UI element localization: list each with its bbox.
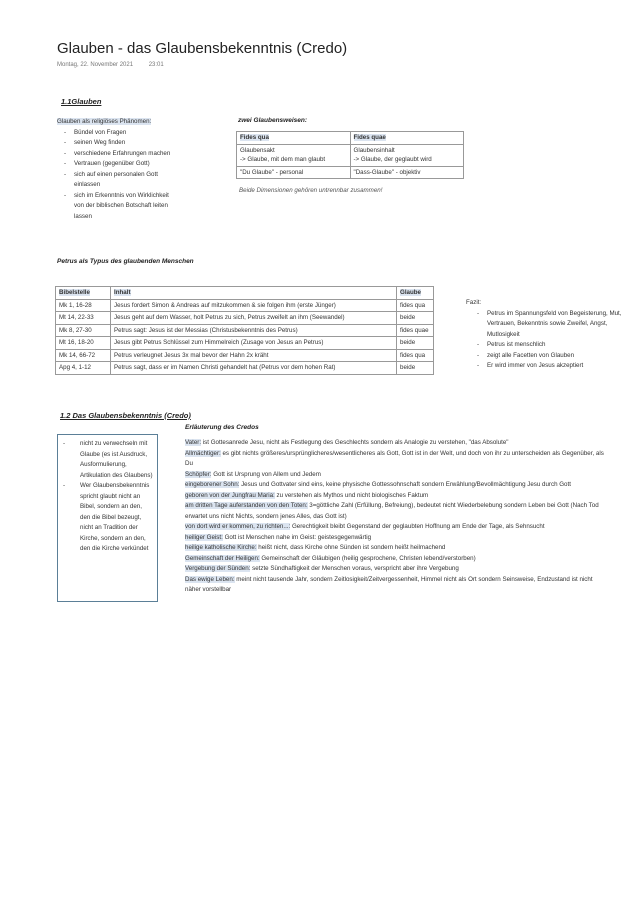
phenomenon-list: [61, 128, 177, 223]
table-row: Mt 14, 22-33 Jesus geht auf dem Wasser, holt Petrus zu sich, Petrus zweifelt an ihm (Seewandel) beide: [56, 312, 434, 325]
credo-explain-title: Erläuterung des Credos: [185, 424, 259, 431]
table-row: Mk 8, 27-30 Petrus sagt: Jesus ist der Messias (Christusbekenntnis des Petrus) fides quae: [56, 324, 434, 337]
list-item: - sich auf einen personalen Gott einlassen: [61, 170, 177, 191]
section-heading-credo: 1.2 Das Glaubensbekenntnis (Credo): [60, 411, 191, 420]
petrus-table: [55, 286, 434, 375]
credo-item: geboren von der Jungfrau Maria: zu verstehen als Mythos und nicht biologisches Faktum: [185, 491, 429, 499]
credo-item: Das ewige Leben: meint nicht tausende Jahr, sondern Zeitlosigkeit/Zeitvergessenheit, Himmel nicht als Ort sondern Seinsweise, Endzustand ist nicht näher vorstellbar: [185, 575, 593, 593]
list-item: - sich im Erkenntnis von Wirklichkeit von der biblischen Botschaft leiten lassen: [61, 191, 177, 223]
ways-table: [236, 131, 464, 179]
credo-item: von dort wird er kommen, zu richten...: Gerechtigkeit bleibt Gegenstand der geglaubten Hoffnung am Ende der Tage, als Sehnsucht: [185, 523, 545, 530]
page-time: 23:01: [148, 62, 164, 68]
fazit-block: [466, 298, 634, 372]
table-header: Glaube: [397, 287, 434, 300]
list-item: - nicht zu verwechseln mit Glaube (es ist Ausdruck, Ausformulierung, Artikulation des Glaubens): [60, 439, 153, 481]
phenomenon-title: Glauben als religiöses Phänomen:: [57, 118, 152, 125]
list-item: - Wer Glaubensbekenntnis spricht glaubt nicht an Bibel, sondern an den, den die Bibel bezeugt, nicht an Tradition der Kirche, sondern an den, den die Kirche verkündet: [60, 481, 153, 555]
credo-item: Vater: ist Gottesanrede Jesu, nicht als Festlegung des Geschlechts sondern als Analogie zu verstehen, "das Absolute": [185, 439, 509, 446]
table-header: Inhalt: [111, 287, 397, 300]
fazit-list: [474, 309, 634, 372]
table-header: Fides qua: [237, 132, 351, 145]
table-header: Fides quae: [350, 132, 464, 145]
table-row: Apg 4, 1-12 Petrus sagt, dass er im Namen Christi gehandelt hat (Petrus vor dem hohen Rat) beide: [56, 362, 434, 375]
table-row: Mk 14, 66-72 Petrus verleugnet Jesus 3x mal bevor der Hahn 2x kräht fides qua: [56, 349, 434, 362]
petrus-heading: Petrus als Typus des glaubenden Menschen: [57, 258, 194, 265]
list-item: - Er wird immer von Jesus akzeptiert: [474, 361, 634, 372]
list-item: - Vertrauen (gegenüber Gott): [61, 159, 177, 170]
list-item: - verschiedene Erfahrungen machen: [61, 149, 177, 160]
list-item: - Petrus ist menschlich: [474, 340, 634, 351]
table-row: "Du Glaube" - personal "Dass-Glaube" - objektiv: [237, 166, 464, 179]
credo-explanations: [185, 438, 605, 596]
credo-item: am dritten Tage auferstanden von den Toten: 3=göttliche Zahl (Erfüllung, Befreiung), bedeutet nicht Wiederbelebung sondern Leben bei Gott (Nach Tod erwartet uns nicht Nichts, sondern jenes Alles, das Gott ist): [185, 502, 599, 520]
credo-item: eingeborener Sohn: Jesus und Gottvater sind eins, keine physische Gottessohnschaft sondern Erwählung/Bevollmächtigung Jesu durch Gott: [185, 481, 571, 488]
page-title: Glauben - das Glaubensbekenntnis (Credo): [57, 40, 348, 57]
list-item: - Petrus im Spannungsfeld von Begeisterung, Mut, Vertrauen, Bekenntnis sowie Zweifel, Angst, Mutlosigkeit: [474, 309, 634, 341]
credo-note-list: [60, 439, 153, 555]
phenomenon-block: [57, 117, 177, 222]
table-header: Bibelstelle: [56, 287, 111, 300]
table-row: Glaubensakt -> Glaube, mit dem man glaubt Glaubensinhalt -> Glaube, der geglaubt wird: [237, 144, 464, 166]
list-item: - seinen Weg finden: [61, 138, 177, 149]
list-item: - Bündel von Fragen: [61, 128, 177, 139]
ways-title: zwei Glaubensweisen:: [238, 117, 307, 124]
section-heading-glauben: 1.1Glauben: [61, 97, 102, 106]
credo-item: heiliger Geist: Gott ist Menschen nahe im Geist: geistesgegenwärtig: [185, 533, 372, 541]
credo-item: Allmächtiger: es gibt nichts größeres/ursprünglicheres/wesentlicheres als Gott, Gott ist in der Welt, und doch von ihr zu unterscheiden als Gegenüber, als Du: [185, 449, 604, 467]
page-meta: [57, 62, 178, 68]
list-item: - zeigt alle Facetten von Glauben: [474, 351, 634, 362]
credo-item: heilige katholische Kirche: heißt nicht, dass Kirche ohne Sünden ist sondern heißt heilmachend: [185, 544, 446, 551]
page-date: Montag, 22. November 2021: [57, 62, 134, 68]
fazit-title: Fazit:: [466, 299, 482, 306]
ways-caption: Beide Dimensionen gehören untrennbar zusammen!: [239, 187, 383, 194]
credo-item: Schöpfer: Gott ist Ursprung von Allem und Jedem: [185, 470, 321, 478]
credo-item: Vergebung der Sünden: setzte Sündhaftigkeit der Menschen voraus, verspricht aber ihre Vergebung: [185, 565, 459, 572]
table-row: Mk 1, 16-28 Jesus fordert Simon & Andreas auf mitzukommen & sie folgen ihm (erste Jünger) fides qua: [56, 299, 434, 312]
credo-item: Gemeinschaft der Heiligen: Gemeinschaft der Gläubigen (heilig gesprochene, Christen lebend/verstorben): [185, 554, 476, 562]
table-row: Mt 16, 18-20 Jesus gibt Petrus Schlüssel zum Himmelreich (Zusage von Jesus an Petrus) beide: [56, 337, 434, 350]
credo-note-box: [57, 434, 158, 602]
